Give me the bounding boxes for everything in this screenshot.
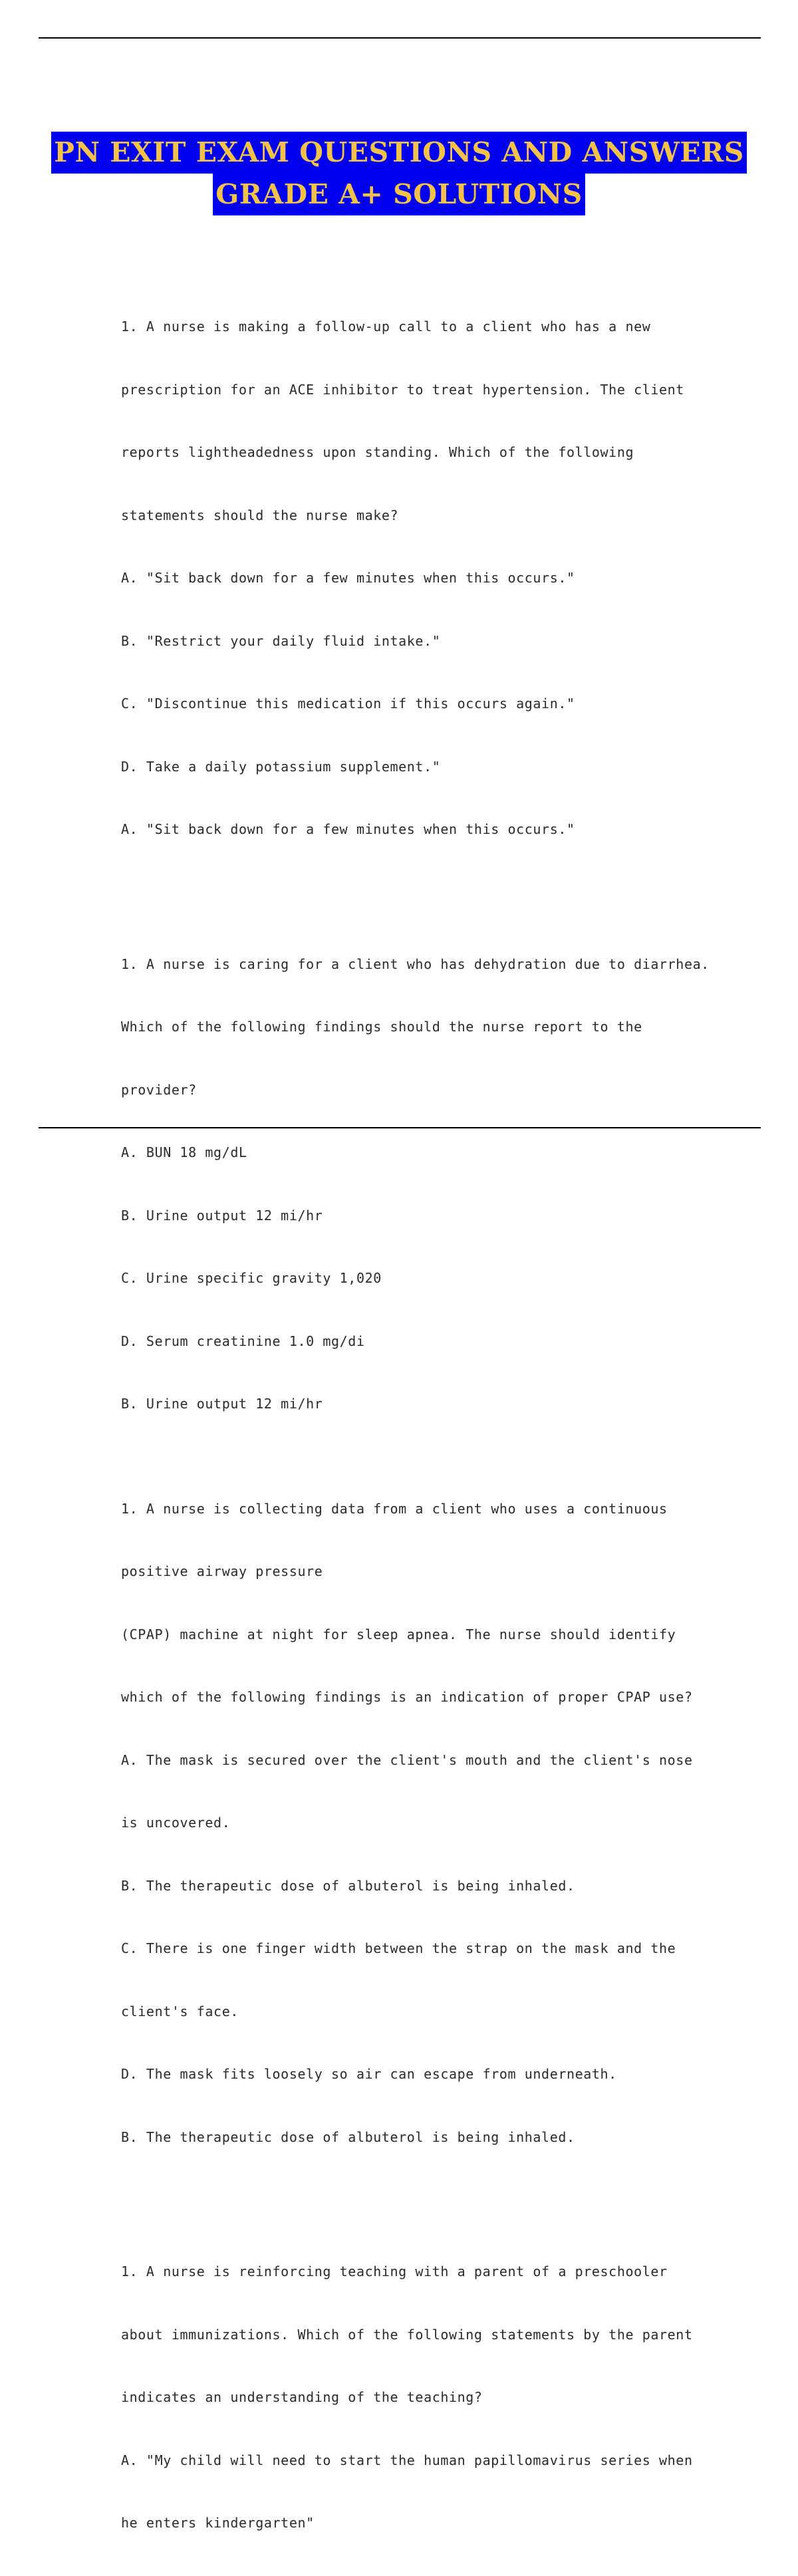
question-text-line: indicates an understanding of the teaching?	[121, 2389, 483, 2405]
paragraph-gap	[121, 882, 706, 912]
question-text-line: 1. A nurse is caring for a client who has dehydration due to diarrhea.	[121, 956, 710, 972]
question-text-line: Which of the following findings should the nurse report to the	[121, 1019, 642, 1035]
correct-answer: B. Urine output 12 mi/hr	[121, 1396, 323, 1412]
answer-option: D. The mask fits loosely so air can escape from underneath.	[121, 2066, 617, 2082]
question-text-line: prescription for an ACE inhibitor to treat hypertension. The client	[121, 381, 684, 398]
question-text-line: about immunizations. Which of the following statements by the parent	[121, 2326, 693, 2343]
question-text-line: statements should the nurse make?	[121, 507, 399, 523]
answer-option: D. Take a daily potassium supplement."	[121, 758, 441, 775]
answer-option: client's face.	[121, 2003, 239, 2019]
question-text-line: provider?	[121, 1081, 197, 1098]
answer-option: is uncovered.	[121, 1815, 231, 1831]
header-rule	[39, 37, 761, 39]
question-block	[121, 912, 710, 1457]
question-text-line: 1. A nurse is making a follow-up call to a client who has a new	[121, 319, 651, 334]
question-block	[121, 1457, 706, 2190]
correct-answer: B. The therapeutic dose of albuterol is being inhaled.	[121, 2128, 575, 2145]
answer-option: B. Urine output 12 mi/hr	[121, 1207, 323, 1224]
question-text-line: 1. A nurse is collecting data from a client who uses a continuous	[121, 1500, 668, 1517]
question-text-line: (CPAP) machine at night for sleep apnea. The nurse should identify	[121, 1626, 676, 1642]
answer-option: A. "Sit back down for a few minutes when this occurs."	[121, 570, 575, 586]
footer-rule	[39, 1127, 761, 1128]
answer-option: C. There is one finger width between the strap on the mask and the	[121, 1940, 676, 1956]
answer-option: C. Urine specific gravity 1,020	[121, 1270, 382, 1286]
paragraph-gap	[121, 2190, 706, 2220]
question-text-line: reports lightheadedness upon standing. Which of the following	[121, 444, 634, 460]
answer-option: D. Serum creatinine 1.0 mg/di	[121, 1333, 365, 1349]
title-line-1: PN EXIT EXAM QUESTIONS AND ANSWERS	[51, 132, 747, 174]
question-block	[121, 275, 706, 882]
question-text-line: positive airway pressure	[121, 1563, 323, 1579]
answer-option: A. The mask is secured over the client's mouth and the client's nose	[121, 1751, 693, 1768]
answer-option: A. BUN 18 mg/dL	[121, 1144, 247, 1160]
answer-option: he enters kindergarten"	[121, 2515, 315, 2531]
question-text-line: which of the following findings is an indication of proper CPAP use?	[121, 1689, 693, 1705]
answer-option: B. "Restrict your daily fluid intake."	[121, 632, 441, 649]
question-block	[121, 2220, 706, 2576]
answer-option: B. The therapeutic dose of albuterol is being inhaled.	[121, 1877, 575, 1894]
document-body	[121, 275, 710, 2576]
answer-option: C. "Discontinue this medication if this occurs again."	[121, 696, 575, 711]
correct-answer: A. "Sit back down for a few minutes when this occurs."	[121, 821, 575, 837]
document-title	[0, 132, 798, 215]
question-text-line: 1. A nurse is reinforcing teaching with a parent of a preschooler	[121, 2263, 668, 2279]
title-line-2: GRADE A+ SOLUTIONS	[213, 174, 585, 215]
answer-option: A. "My child will need to start the human papillomavirus series when	[121, 2452, 693, 2468]
